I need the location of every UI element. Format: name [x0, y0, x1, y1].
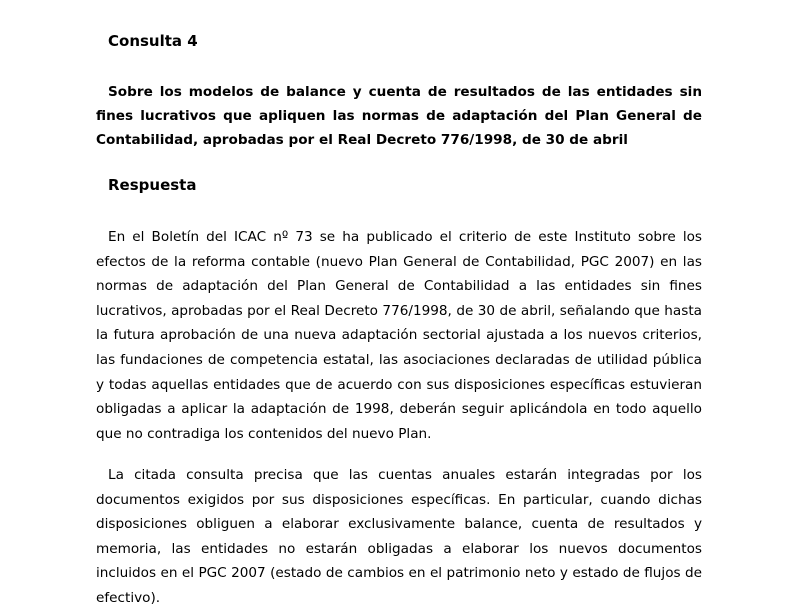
query-subject: Sobre los modelos de balance y cuenta de resultados de las entidades sin fines lucrativos que apliquen las normas de adaptación del Plan General de Contabilidad, aprobadas por el Real Decreto 776/1998, de 30 de abril: [96, 84, 702, 148]
answer-paragraph-1: En el Boletín del ICAC nº 73 se ha publicado el criterio de este Instituto sobre los efectos de la reforma contable (nuevo Plan General de Contabilidad, PGC 2007) en las normas de adaptación del Plan General de Contabilidad a las entidades sin fines lucrativos, aprobadas por el Real Decreto 776/1998, de 30 de abril, señalando que hasta la futura aprobación de una nueva adaptación sectorial ajustada a los nuevos criterios, las fundaciones de competencia estatal, las asociaciones declaradas de utilidad pública y todas aquellas entidades que de acuerdo con sus disposiciones específicas estuvieran obligadas a aplicar la adaptación de 1998, deberán seguir aplicándola en todo aquello que no contradiga los contenidos del nuevo Plan.: [96, 229, 702, 442]
page-title: Consulta 4: [108, 32, 198, 50]
answer-paragraph-2: La citada consulta precisa que las cuentas anuales estarán integradas por los documentos exigidos por sus disposiciones específicas. En particular, cuando dichas disposiciones obliguen a elaborar exclusivamente balance, cuenta de resultados y memoria, las entidades no estarán obligadas a elaborar los nuevos documentos incluidos en el PGC 2007 (estado de cambios en el patrimonio neto y estado de flujos de efectivo).: [96, 467, 702, 606]
answer-heading: Respuesta: [108, 176, 197, 194]
